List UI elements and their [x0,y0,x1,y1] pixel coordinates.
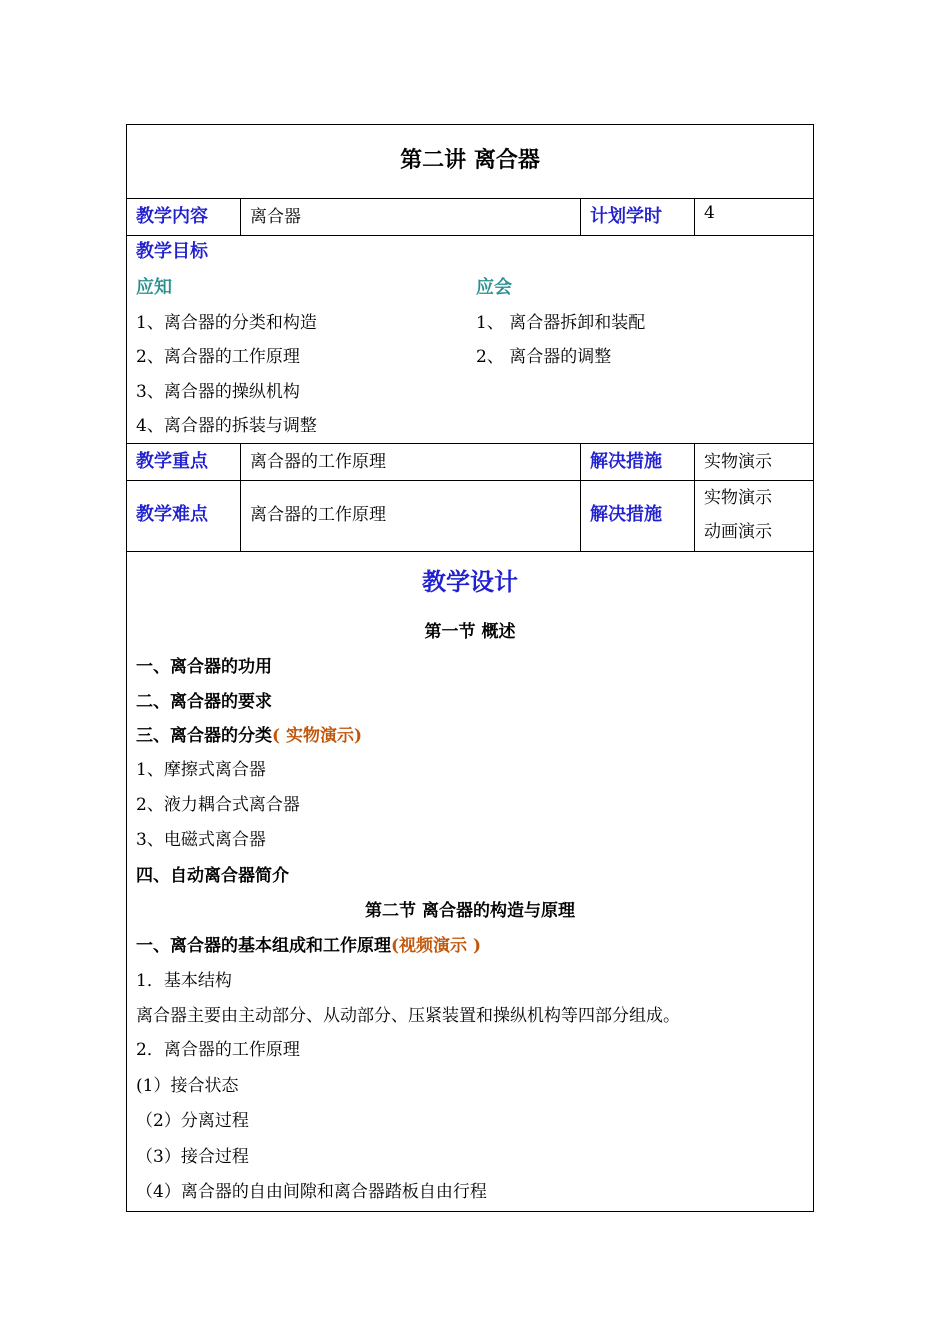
difficulty-measure-value-cell [694,481,813,551]
difficulty-value: 离合器的工作原理 [250,505,386,525]
s2-line: （3）接合过程 [136,1147,249,1167]
difficulty-label-cell [127,481,240,551]
difficulty-row [127,481,813,552]
s1-item: 二、离合器的要求 [136,692,272,712]
hours-label: 计划学时 [590,206,662,227]
content-label: 教学内容 [136,206,208,227]
hours-label-cell [580,199,694,235]
s1-item3-line [136,721,362,746]
section2-title: 第二节 离合器的构造与原理 [365,901,575,921]
s1-item3: 三、离合器的分类 [136,726,272,746]
know-label: 应知 [136,277,172,298]
can-item: 1、 离合器拆卸和装配 [476,313,646,333]
hours-value-cell [694,199,813,235]
can-item: 2、 离合器的调整 [476,347,612,367]
objectives-row [127,236,813,444]
difficulty-measure-label: 解决措施 [590,504,662,525]
s2-line: (1）接合状态 [136,1076,239,1096]
key-point-value: 离合器的工作原理 [250,452,386,472]
difficulty-measure-label-cell [580,481,694,551]
s2-line: 1．基本结构 [136,971,232,991]
design-section [127,552,813,1211]
difficulty-label: 教学难点 [136,504,208,525]
s1-item3-note: ( 实物演示) [272,726,363,746]
key-measure-value-cell [694,444,813,480]
s2-line: 2．离合器的工作原理 [136,1040,300,1060]
objectives-label: 教学目标 [136,241,208,262]
key-measure-label-cell [580,444,694,480]
content-label-cell [127,199,240,235]
key-point-label: 教学重点 [136,451,208,472]
title-row [127,125,813,199]
key-measure-label: 解决措施 [590,451,662,472]
s1-item4: 四、自动离合器简介 [136,866,289,886]
key-point-row [127,444,813,481]
hours-value: 4 [704,203,715,223]
difficulty-value-cell [240,481,580,551]
s2-line: （2）分离过程 [136,1111,249,1131]
s2-line: （4）离合器的自由间隙和离合器踏板自由行程 [136,1182,487,1202]
info-row [127,199,813,236]
difficulty-measure-value: 实物演示 [704,488,772,508]
s2-item1: 一、离合器的基本组成和工作原理 [136,936,391,956]
section1-title: 第一节 概述 [424,622,516,642]
s1-sub-item: 2、液力耦合式离合器 [136,795,300,815]
can-label: 应会 [476,277,512,298]
s2-item1-line [136,931,481,956]
know-item: 4、离合器的拆装与调整 [136,416,317,436]
s2-line: 离合器主要由主动部分、从动部分、压紧装置和操纵机构等四部分组成。 [136,1006,680,1026]
know-item: 3、离合器的操纵机构 [136,382,300,402]
key-point-label-cell [127,444,240,480]
s1-sub-item: 1、摩擦式离合器 [136,760,266,780]
key-point-value-cell [240,444,580,480]
s2-item1-note: (视频演示 ) [391,936,482,956]
content-value-cell [240,199,580,235]
design-heading: 教学设计 [422,568,518,596]
difficulty-measure-value: 动画演示 [704,522,772,542]
content-value: 离合器 [250,207,301,227]
know-item: 2、离合器的工作原理 [136,347,300,367]
lesson-plan-table [126,124,814,1212]
s1-item: 一、离合器的功用 [136,657,272,677]
key-measure-value: 实物演示 [704,452,772,472]
s1-sub-item: 3、电磁式离合器 [136,830,266,850]
know-item: 1、离合器的分类和构造 [136,313,317,333]
page-title: 第二讲 离合器 [400,148,540,173]
